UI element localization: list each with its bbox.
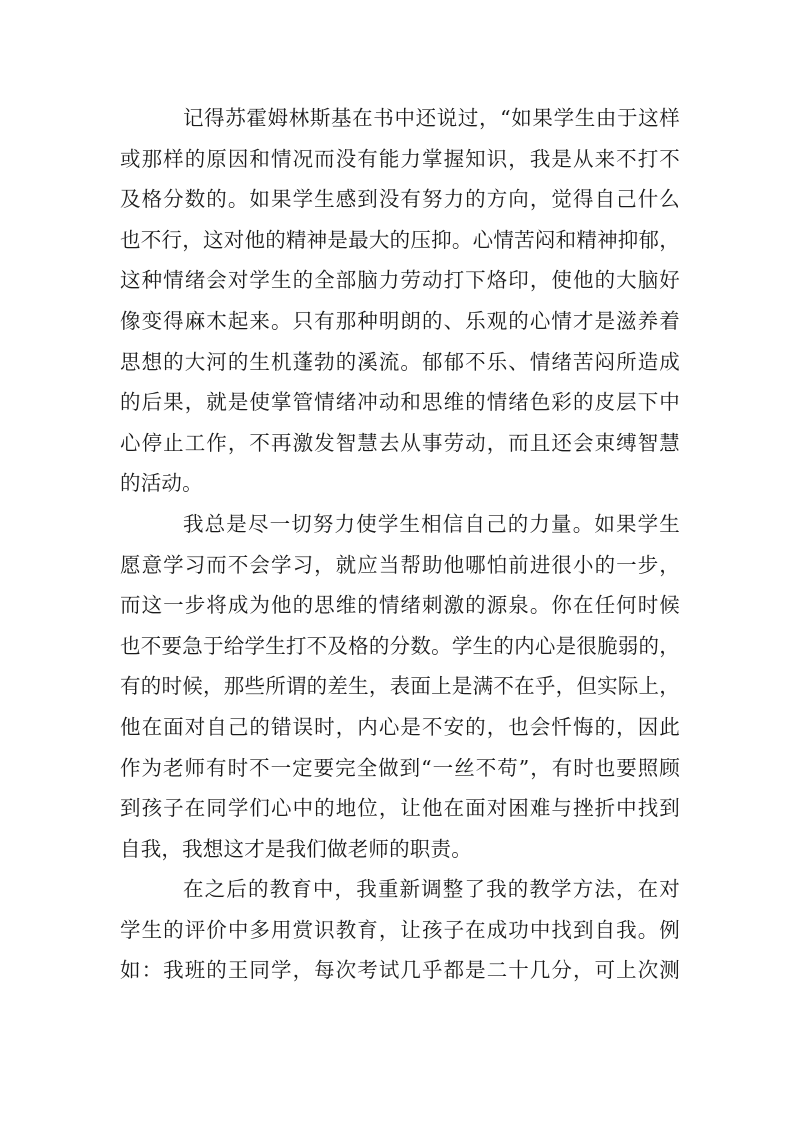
paragraph-1-line-4: 也不行，这对他的精神是最大的压抑。心情苦闷和精神抑郁， (120, 227, 680, 252)
paragraph-2-line-3: 而这一步将成为他的思维的情绪刺激的源泉。你在任何时候 (120, 593, 680, 618)
paragraph-2-line-7: 作为老师有时不一定要完全做到“一丝不苟”，有时也要照顾 (120, 755, 680, 780)
paragraph-1-line-10: 的活动。 (120, 471, 203, 496)
body-text (120, 98, 680, 991)
paragraph-2-line-9: 自我，我想这才是我们做老师的职责。 (120, 836, 472, 861)
paragraph-2-line-1: 我总是尽一切努力使学生相信自己的力量。如果学生 (183, 511, 680, 536)
paragraph-1-line-1: 记得苏霍姆林斯基在书中还说过，“如果学生由于这样 (183, 106, 680, 130)
paragraph-2-line-4: 也不要急于给学生打不及格的分数。学生的内心是很脆弱的， (120, 633, 680, 658)
paragraph-1-line-2: 或那样的原因和情况而没有能力掌握知识，我是从来不打不 (120, 146, 680, 171)
paragraph-3-line-1: 在之后的教育中，我重新调整了我的教学方法，在对 (183, 877, 680, 902)
paragraph-2-line-8: 到孩子在同学们心中的地位，让他在面对困难与挫折中找到 (120, 796, 680, 821)
paragraph-1-line-7: 思想的大河的生机蓬勃的溪流。郁郁不乐、情绪苦闷所造成 (120, 349, 680, 374)
paragraph-3-line-3: 如：我班的王同学，每次考试几乎都是二十几分，可上次测 (120, 958, 680, 983)
paragraph-1-line-9: 心停止工作，不再激发智慧去从事劳动，而且还会束缚智慧 (120, 430, 680, 455)
paragraph-1-line-8: 的后果，就是使掌管情绪冲动和思维的情绪色彩的皮层下中 (120, 390, 680, 415)
paragraph-2-line-6: 他在面对自己的错误时，内心是不安的，也会忏悔的，因此 (120, 714, 680, 739)
paragraph-2-line-5: 有的时候，那些所谓的差生，表面上是满不在乎，但实际上， (120, 674, 680, 699)
paragraph-2-line-2: 愿意学习而不会学习，就应当帮助他哪怕前进很小的一步， (120, 552, 680, 577)
paragraph-1-line-6: 像变得麻木起来。只有那种明朗的、乐观的心情才是滋养着 (120, 308, 680, 333)
paragraph-1-line-3: 及格分数的。如果学生感到没有努力的方向，觉得自己什么 (120, 187, 680, 212)
paragraph-1-line-5: 这种情绪会对学生的全部脑力劳动打下烙印，使他的大脑好 (120, 268, 680, 293)
paragraph-3-line-2: 学生的评价中多用赏识教育，让孩子在成功中找到自我。例 (120, 917, 680, 942)
